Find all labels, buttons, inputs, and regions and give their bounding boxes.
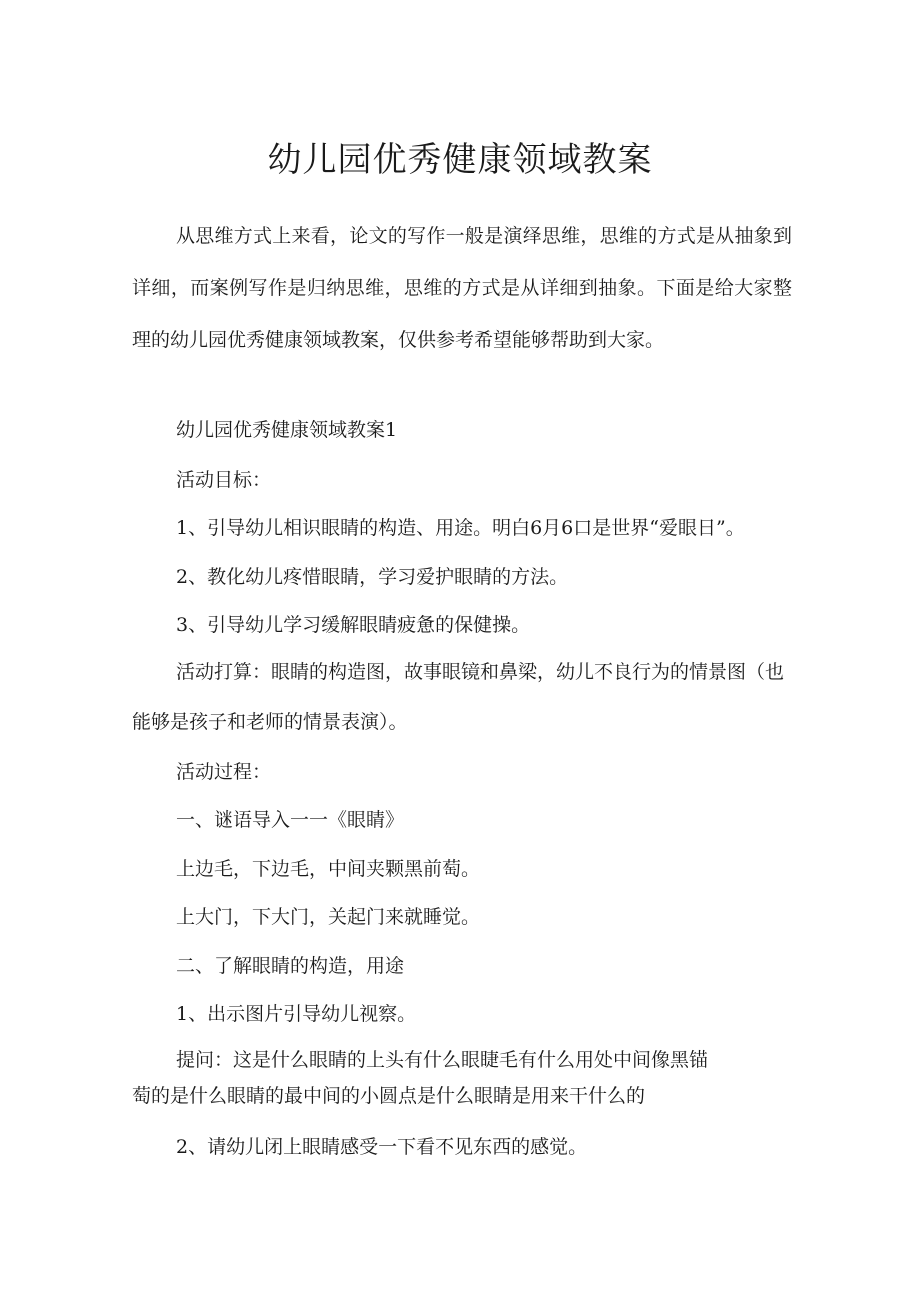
step-2-item-1: 1、出示图片引导幼儿视察。	[176, 1003, 417, 1025]
intro-paragraph: 从思维方式上来看，论文的写作一般是演绎思维，思维的方式是从抽象到详细，而案例写作是归纳思维，思维的方式是从详细到抽象。下面是给大家整理的幼儿园优秀健康领域教案，仅供参考希望能够帮助到大家。	[132, 225, 792, 351]
riddle-line-2: 上大门，下大门，关起门来就睡觉。	[176, 906, 481, 928]
step-2-title: 二、了解眼睛的构造，用途	[176, 955, 405, 977]
goal-item-2: 2、教化幼儿疼惜眼睛，学习爱护眼睛的方法。	[176, 566, 569, 588]
preparation-paragraph: 活动打算：眼睛的构造图，故事眼镜和鼻梁，幼儿不良行为的情景图（也能够是孩子和老师的情景表演）。	[132, 661, 785, 733]
goal-item-3: 3、引导幼儿学习缓解眼睛疲惫的保健操。	[176, 614, 531, 636]
goals-label: 活动目标：	[176, 469, 272, 491]
goal-item-1: 1、引导幼儿相识眼睛的构造、用途。明白6月6口是世界“爱眼日”。	[176, 517, 745, 539]
step-1-title: 一、谜语导入一一《眼睛》	[176, 809, 405, 831]
question-paragraph: 提问：这是什么眼睛的上头有什么眼睫毛有什么用处中间像黑锚萄的是什么眼睛的最中间的小圆点是什么眼睛是用来干什么的	[132, 1049, 709, 1107]
riddle-line-1: 上边毛，下边毛，中间夹颗黑前萄。	[176, 858, 481, 880]
document-title: 幼儿园优秀健康领域教案	[267, 140, 653, 180]
section-title: 幼儿园优秀健康领域教案1	[176, 419, 398, 441]
process-label: 活动过程：	[176, 761, 272, 783]
step-2-item-2: 2、请幼儿闭上眼睛感受一下看不见东西的感觉。	[176, 1136, 588, 1158]
